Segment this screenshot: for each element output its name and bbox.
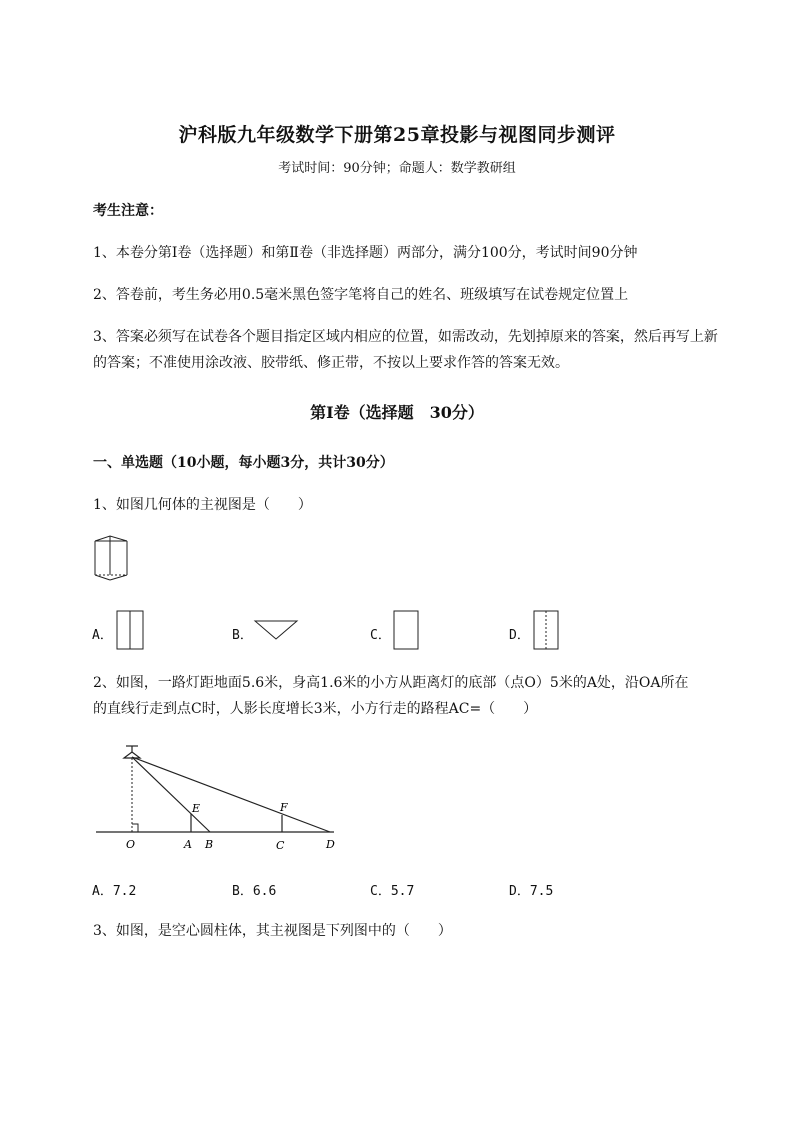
- q1-option-c[interactable]: C．: [370, 628, 391, 643]
- question-2-text-line1: 2、如图，一路灯距地面5.6米，身高1.6米的小方从距离灯的底部（点O）5米的A处，沿OA所在: [93, 675, 689, 691]
- notice-item-3: 3、答案必须写在试卷各个题目指定区域内相应的位置，如需改动，先划掉原来的答案，然后再写上新: [93, 329, 718, 345]
- q1-option-d[interactable]: D．: [509, 628, 530, 643]
- exam-info: 考试时间：90分钟；命题人：数学教研组: [278, 161, 516, 176]
- notice-item-3-cont: 的答案；不准使用涂改液、胶带纸、修正带，不按以上要求作答的答案无效。: [93, 355, 569, 371]
- q1-option-b-figure: [254, 620, 300, 642]
- q1-option-a-figure: [116, 610, 146, 652]
- q2-streetlight-diagram: [92, 740, 352, 855]
- notice-item-2: 2、答卷前，考生务必用0.5毫米黑色签字笔将自己的姓名、班级填写在试卷规定位置上: [93, 287, 629, 303]
- label-f: F: [280, 801, 288, 814]
- question-1-text: 1、如图几何体的主视图是（ ）: [93, 497, 312, 513]
- section-title: 第I卷（选择题 30分）: [310, 403, 484, 422]
- notice-item-1: 1、本卷分第I卷（选择题）和第Ⅱ卷（非选择题）两部分，满分100分，考试时间90分钟: [93, 245, 638, 261]
- part-heading: 一、单选题（10小题，每小题3分，共计30分）: [93, 455, 394, 471]
- page-title: 沪科版九年级数学下册第25章投影与视图同步测评: [178, 124, 616, 146]
- q1-option-d-figure: [533, 610, 561, 652]
- q1-option-b[interactable]: B．: [232, 628, 253, 643]
- q1-option-c-figure: [393, 610, 421, 652]
- q2-option-a[interactable]: A．7.2: [92, 884, 137, 899]
- q1-solid-figure: [92, 533, 132, 585]
- q2-option-b[interactable]: B．6.6: [232, 884, 277, 899]
- label-o: O: [126, 838, 136, 851]
- label-e: E: [192, 802, 201, 815]
- q2-option-c[interactable]: C．5.7: [370, 884, 415, 899]
- right-angle-mark: [132, 824, 138, 832]
- label-b: B: [205, 838, 214, 851]
- notice-heading: 考生注意：: [93, 203, 163, 219]
- label-a: A: [184, 838, 192, 851]
- label-c: C: [276, 839, 285, 852]
- ray-to-d: [132, 757, 330, 832]
- question-2-text-line2: 的直线行走到点C时，人影长度增长3米，小方行走的路程AC=（ ）: [93, 701, 538, 717]
- question-3-text: 3、如图，是空心圆柱体，其主视图是下列图中的（ ）: [93, 923, 452, 939]
- q1-option-a[interactable]: A．: [92, 628, 113, 643]
- label-d: D: [326, 838, 335, 851]
- ray-to-b: [132, 757, 210, 832]
- q2-option-d[interactable]: D．7.5: [509, 884, 554, 899]
